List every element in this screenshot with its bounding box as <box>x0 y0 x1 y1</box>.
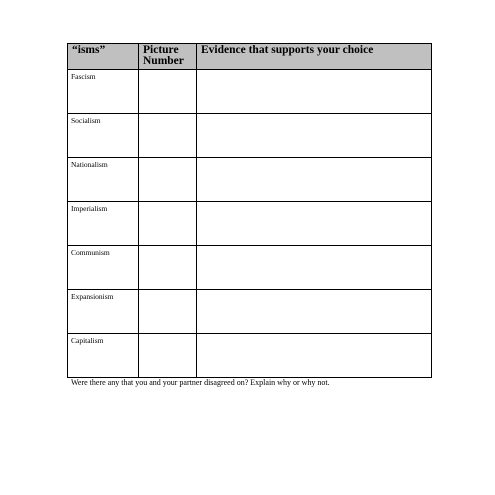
ism-label: Capitalism <box>68 334 139 378</box>
picture-number-cell[interactable] <box>139 202 197 246</box>
table-row <box>68 334 432 378</box>
picture-number-cell[interactable] <box>139 334 197 378</box>
ism-label: Imperialism <box>68 202 139 246</box>
header-picture-number: Picture Number <box>139 44 197 70</box>
table-row <box>68 246 432 290</box>
ism-label: Expansionism <box>68 290 139 334</box>
table-row <box>68 290 432 334</box>
evidence-cell[interactable] <box>197 70 432 114</box>
table-row <box>68 158 432 202</box>
evidence-cell[interactable] <box>197 246 432 290</box>
ism-label: Fascism <box>68 70 139 114</box>
table-row <box>68 70 432 114</box>
picture-number-cell[interactable] <box>139 158 197 202</box>
table-row <box>68 202 432 246</box>
evidence-cell[interactable] <box>197 290 432 334</box>
ism-label: Nationalism <box>68 158 139 202</box>
picture-number-cell[interactable] <box>139 114 197 158</box>
picture-number-cell[interactable] <box>139 290 197 334</box>
header-evidence: Evidence that supports your choice <box>197 44 432 70</box>
ism-label: Communism <box>68 246 139 290</box>
evidence-cell[interactable] <box>197 158 432 202</box>
evidence-cell[interactable] <box>197 334 432 378</box>
follow-up-question: Were there any that you and your partner disagreed on? Explain why or why not. <box>71 378 330 387</box>
table-row <box>68 114 432 158</box>
ism-label: Socialism <box>68 114 139 158</box>
evidence-cell[interactable] <box>197 202 432 246</box>
table-body <box>68 70 432 378</box>
isms-worksheet-table <box>67 43 432 378</box>
picture-number-cell[interactable] <box>139 70 197 114</box>
evidence-cell[interactable] <box>197 114 432 158</box>
picture-number-cell[interactable] <box>139 246 197 290</box>
table-header <box>68 44 432 70</box>
header-isms: “isms” <box>68 44 139 70</box>
header-row <box>68 44 432 70</box>
